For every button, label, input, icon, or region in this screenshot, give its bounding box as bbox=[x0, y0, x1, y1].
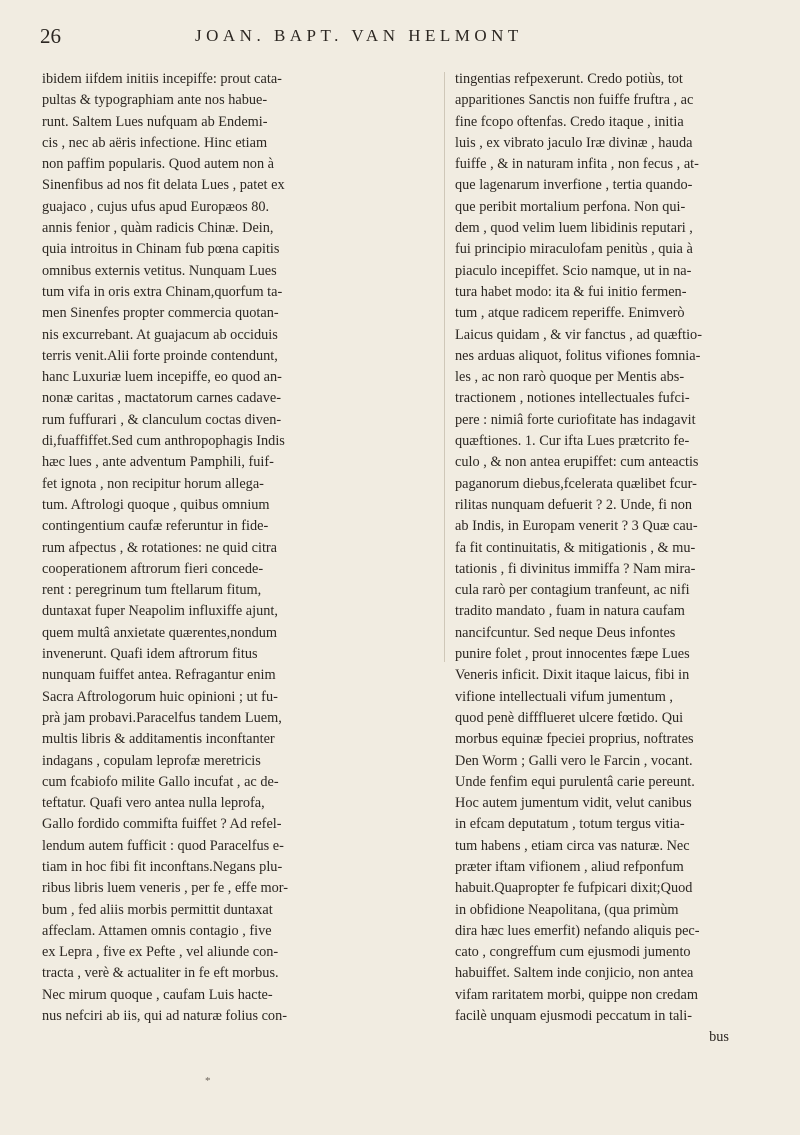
text-line: tum vifa in oris extra Chinam,quorfum ta- bbox=[42, 283, 283, 300]
text-line: lendum autem fufficit : quod Paracelfus e- bbox=[42, 837, 284, 854]
text-line: fine fcopo oftenfas. Credo itaque , initia bbox=[455, 113, 684, 130]
text-line: men Sinenfes propter commercia quotan- bbox=[42, 305, 279, 322]
text-line: que lagenarum inverfione , tertia quando- bbox=[455, 177, 693, 194]
page-number: 26 bbox=[40, 24, 61, 48]
text-line: Veneris inficit. Dixit itaque laicus, fibi in bbox=[455, 667, 690, 684]
text-line: ab Indis, in Europam venerit ? 3 Quæ cau- bbox=[455, 518, 698, 535]
text-line: nes arduas aliquot, folitus vifiones fomnia- bbox=[455, 347, 701, 364]
text-line: apparitiones Sanctis non fuiffe fruftra , ac bbox=[455, 92, 694, 109]
text-line: teftatur. Quafi vero antea nulla leprofa, bbox=[42, 795, 265, 812]
text-line: vifione intellectuali vifum jumentum , bbox=[455, 688, 673, 705]
footer-mark: * bbox=[205, 1075, 211, 1087]
text-line: habuit.Quapropter fe fufpicari dixit;Quod bbox=[455, 880, 693, 897]
text-line: nus nefciri ab iis, qui ad naturæ folius con- bbox=[42, 1008, 287, 1025]
text-line: pere : nimiâ forte curiofitate has indagavit bbox=[455, 411, 696, 428]
text-line: pultas & typographiam ante nos habue- bbox=[42, 92, 268, 109]
text-line: Gallo fordido commifta fuiffet ? Ad refel- bbox=[42, 816, 282, 833]
text-line: non paffim popularis. Quod autem non à bbox=[42, 156, 275, 173]
text-line: nancifcuntur. Sed neque Deus infontes bbox=[455, 624, 676, 641]
text-line: facilè unquam ejusmodi peccatum in tali- bbox=[455, 1008, 693, 1025]
text-line: tiam in hoc fibi fit inconftans.Negans plu- bbox=[42, 858, 283, 875]
text-line: omnibus externis vetitus. Nunquam Lues bbox=[42, 262, 277, 279]
text-line: habuiffet. Saltem inde conjicio, non antea bbox=[455, 965, 694, 982]
text-line: tationis , fi divinitus immiffa ? Nam mira- bbox=[455, 560, 696, 577]
text-line: Laicus quidam , & vir fanctus , ad quæftio- bbox=[455, 326, 702, 343]
text-line: annis fenior , quàm radicis Chinæ. Dein, bbox=[42, 220, 274, 237]
text-line: cula rarò per contagium tranfeunt, ac nifi bbox=[455, 582, 690, 599]
text-line: tracta , verè & actualiter in fe eft morbus. bbox=[42, 965, 279, 982]
text-line: in obfidione Neapolitana, (qua primùm bbox=[455, 901, 679, 918]
text-line: affeclam. Attamen omnis contagio , five bbox=[42, 922, 272, 939]
text-line: fa fit continuitatis, & mitigationis , & mu- bbox=[455, 539, 696, 556]
text-line: hanc Luxuriæ luem incepiffe, eo quod an- bbox=[42, 369, 282, 386]
text-line: les , ac non rarò quoque per Mentis abs- bbox=[455, 369, 685, 386]
text-line: di,fuaffiffet.Sed cum anthropophagis Indis bbox=[42, 433, 285, 450]
text-line: rum afpectus , & rotationes: ne quid citra bbox=[42, 539, 278, 556]
text-line: nunquam fuiffet antea. Refragantur enim bbox=[42, 667, 276, 684]
left-text-column bbox=[42, 69, 418, 1027]
text-line: vifam raritatem morbi, quippe non credam bbox=[455, 986, 698, 1003]
running-head: JOAN. BAPT. VAN HELMONT bbox=[195, 26, 523, 45]
text-line: quod penè diffflueret ulcere fœtido. Qui bbox=[455, 709, 684, 726]
text-line: Hoc autem jumentum vidit, velut canibus bbox=[455, 795, 692, 812]
text-line: Nec mirum quoque , caufam Luis hacte- bbox=[42, 986, 273, 1003]
text-line: hæc lues , ante adventum Pamphili, fuif- bbox=[42, 454, 274, 471]
text-line: guajaco , cujus ufus apud Europæos 80. bbox=[42, 198, 270, 215]
catchword: bus bbox=[709, 1029, 729, 1046]
text-line: paganorum diebus,fcelerata quælibet fcur- bbox=[455, 475, 697, 492]
text-line: rum fuffurari , & clanculum coctas diven- bbox=[42, 411, 282, 428]
text-line: bum , fed aliis morbis permittit duntaxat bbox=[42, 901, 273, 918]
text-line: quem multâ anxietate quærentes,nondum bbox=[42, 624, 278, 641]
page-header bbox=[40, 24, 760, 52]
text-line: que peribit mortalium perfona. Non qui- bbox=[455, 198, 686, 215]
text-line: nonæ caritas , mactatorum carnes cadave- bbox=[42, 390, 281, 407]
text-line: punire folet , prout innocentes fæpe Lues bbox=[455, 646, 690, 663]
text-line: tura habet modo: ita & fui initio fermen- bbox=[455, 283, 687, 300]
text-line: rilitas nunquam defuerit ? 2. Unde, fi non bbox=[455, 496, 693, 513]
text-line: multis libris & additamentis inconftanter bbox=[42, 731, 275, 748]
text-line: cooperationem aftrorum fieri concede- bbox=[42, 560, 264, 577]
text-line: runt. Saltem Lues nufquam ab Endemi- bbox=[42, 113, 268, 130]
text-line: quia introitus in Chinam fub pœna capitis bbox=[42, 241, 280, 258]
text-line: indagans , copulam leprofæ meretricis bbox=[42, 752, 261, 769]
text-line: Den Worm ; Galli vero le Farcin , vocant. bbox=[455, 752, 693, 769]
text-line: luis , ex vibrato jaculo Iræ divinæ , hauda bbox=[455, 134, 693, 151]
column-divider bbox=[444, 72, 445, 662]
text-line: rent : peregrinum tum ftellarum fitum, bbox=[42, 582, 262, 599]
text-line: invenerunt. Quafi idem aftrorum fitus bbox=[42, 646, 258, 663]
text-line: contingentium caufæ referuntur in fide- bbox=[42, 518, 269, 535]
text-line: dira hæc lues emerfit) nefando aliquis pec- bbox=[455, 922, 700, 939]
text-line: tum. Aftrologi quoque , quibus omnium bbox=[42, 496, 270, 513]
text-line: tractionem , notiones intellectuales fufci- bbox=[455, 390, 690, 407]
text-line: piaculo incepiffet. Scio namque, ut in na- bbox=[455, 262, 692, 279]
text-line: tum , atque radicem reperiffe. Enimverò bbox=[455, 305, 685, 322]
text-line: tum habens , etiam circa vas naturæ. Nec bbox=[455, 837, 690, 854]
text-line: fui principio miraculofam penitùs , quia à bbox=[455, 241, 693, 258]
text-line: ex Lepra , five ex Pefte , vel aliunde con- bbox=[42, 944, 279, 961]
text-line: cis , nec ab aëris infectione. Hinc etiam bbox=[42, 134, 268, 151]
text-line: culo , & non antea erupiffet: cum anteactis bbox=[455, 454, 699, 471]
text-line: tingentias refpexerunt. Credo potiùs, tot bbox=[455, 71, 683, 87]
text-line: tradito mandato , fuam in natura caufam bbox=[455, 603, 685, 620]
text-line: præter iftam vifionem , aliud refponfum bbox=[455, 858, 684, 875]
text-line: ibidem iifdem initiis incepiffe: prout cata- bbox=[42, 71, 282, 87]
text-line: ribus libris luem veneris , per fe , effe mor- bbox=[42, 880, 288, 897]
text-line: terris venit.Alii forte proinde contendunt, bbox=[42, 347, 278, 364]
text-line: duntaxat fuper Neapolim influxiffe ajunt, bbox=[42, 603, 278, 620]
text-line: nis excurrebant. At guajacum ab occiduis bbox=[42, 326, 278, 343]
text-line: morbus equinæ fpeciei proprius, noftrates bbox=[455, 731, 694, 748]
text-line: quæftiones. 1. Cur ifta Lues prætcrito fe- bbox=[455, 433, 690, 450]
right-text-column bbox=[455, 69, 775, 1049]
text-line: fuiffe , & in naturam infita , non fecus , at- bbox=[455, 156, 699, 173]
text-line: cato , congreffum cum ejusmodi jumento bbox=[455, 944, 691, 961]
text-line: in efcam deputatum , totum tergus vitia- bbox=[455, 816, 685, 833]
text-line: Unde fenfim equi purulentâ carie pereunt. bbox=[455, 773, 695, 790]
text-line: prà jam probavi.Paracelfus tandem Luem, bbox=[42, 709, 282, 726]
text-line: dem , quod velim luem libidinis reputari , bbox=[455, 220, 693, 237]
text-line: fet ignota , non recipitur horum allega- bbox=[42, 475, 264, 492]
text-line: Sacra Aftrologorum huic opinioni ; ut fu- bbox=[42, 688, 278, 705]
text-line: Sinenfibus ad nos fit delata Lues , patet ex bbox=[42, 177, 285, 194]
text-line: cum fcabiofo milite Gallo incufat , ac de- bbox=[42, 773, 279, 790]
